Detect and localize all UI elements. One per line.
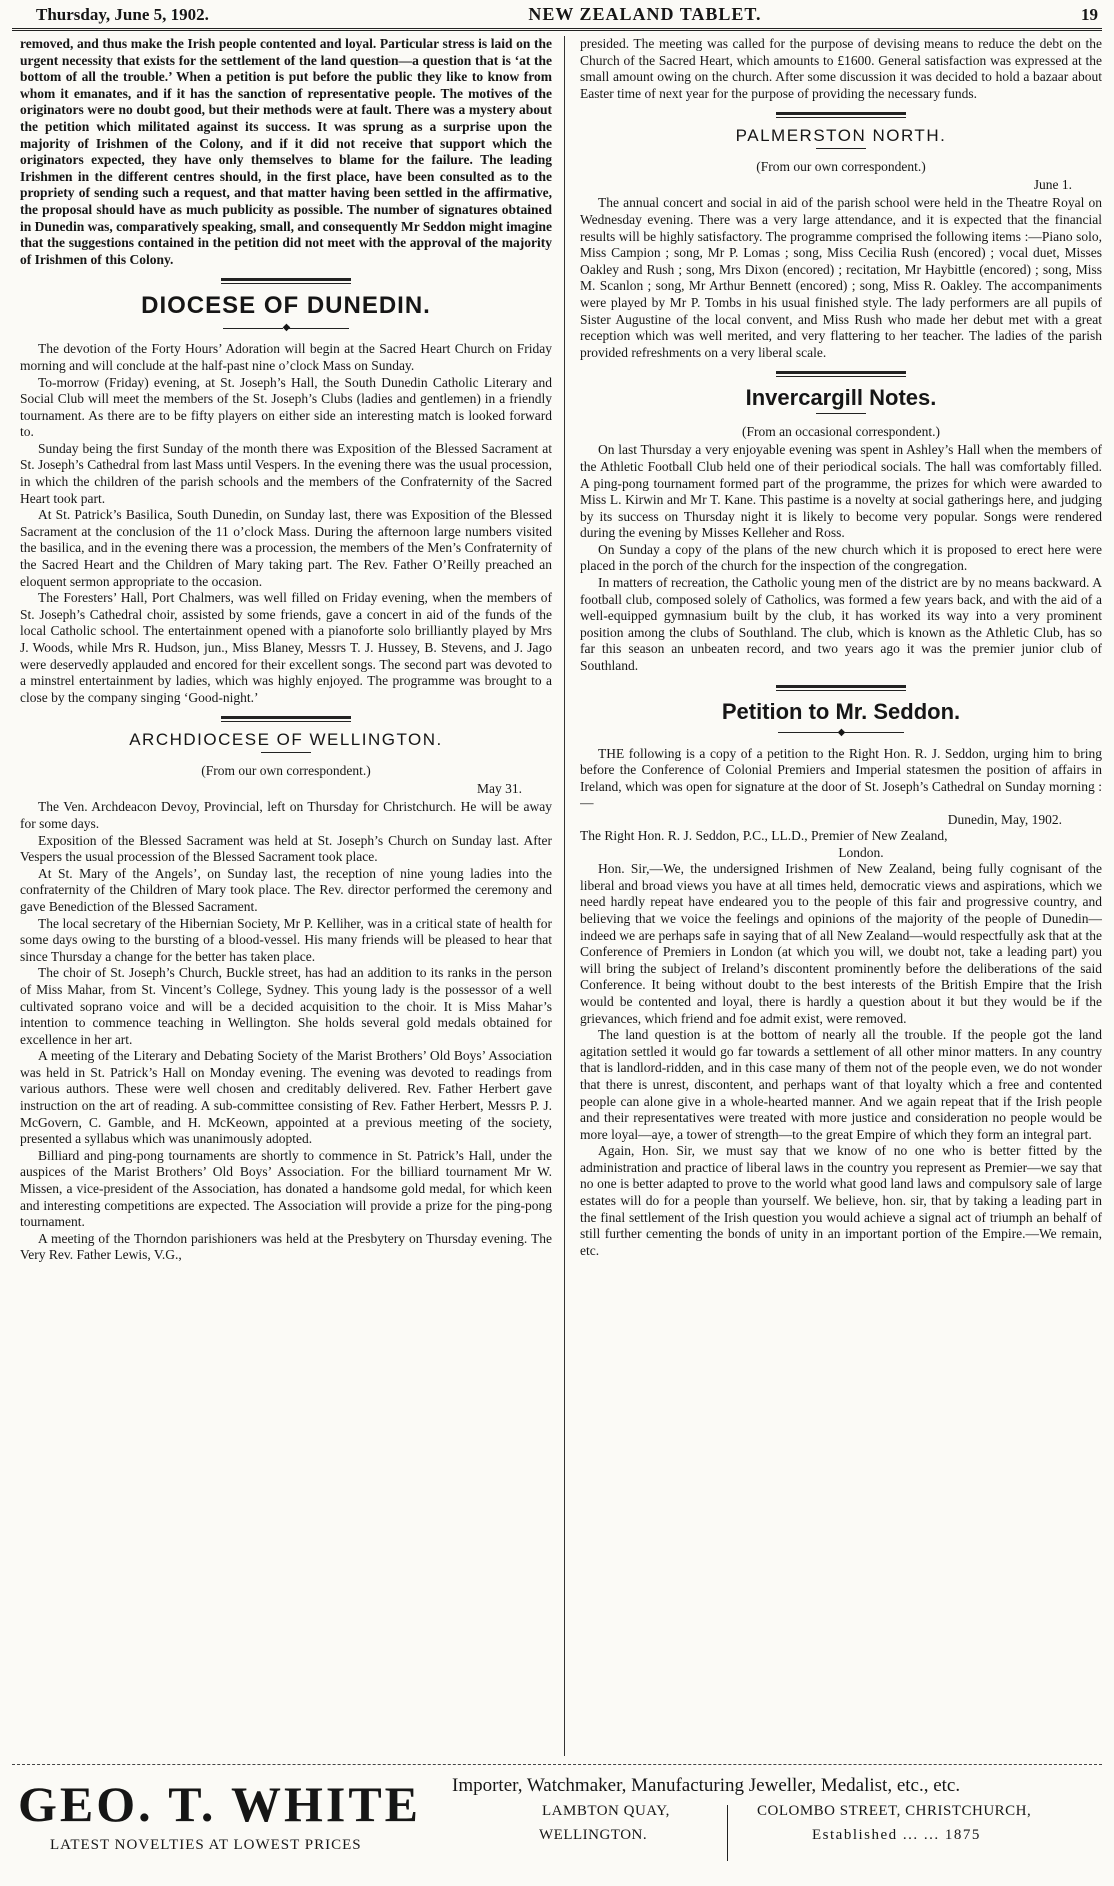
section-rule [221, 278, 351, 284]
paragraph: The land question is at the bottom of nearly all the trouble. If the people got the land agitation settled it would go far towards a settlement of all other minor matters. In any country that is landlord-ridden, and in this case many of them not of the people even, we do not wonder that there is unrest, discontent, and perhaps want of that loyalty which a free and contented people can alone give in a whole-hearted manner. And we again repeat that if the Irish people and their representatives were treated with more justice and consideration no people would be more loyal—aye, a tower of strength—to the great Empire of which they form an integral part. [580, 1027, 1102, 1142]
invercargill-article [580, 442, 1102, 674]
publication-title: NEW ZEALAND TABLET. [528, 4, 762, 24]
correspondent-line: (From our own correspondent.) [201, 763, 371, 779]
advert-established: Established ... ... 1875 [812, 1827, 981, 1843]
dateline: June 1. [1033, 177, 1072, 193]
continued-article: presided. The meeting was called for the purpose of devising means to reduce the debt on the Church of the Sacred Heart, which amounts to £1600. General satisfaction was expressed at the small amount owing on the church. After some discussion it was decided to hold a bazaar about Easter time of next year for the purpose of providing the necessary funds. [580, 36, 1102, 101]
paragraph: At St. Patrick’s Basilica, South Dunedin, on Sunday last, there was Exposition of the Blessed Sacrament at the conclusion of the 11 o’clock Mass. During the afternoon large numbers visited the basilica, and in the evening there was a procession, the members of the Men’s Confraternity of the Sacred Heart and the Children of Mary taking part. The Rev. Father O’Reilly preached an eloquent sermon appropriate to the occasion. [20, 507, 552, 589]
advert-divider [727, 1805, 728, 1861]
petition-article [580, 746, 1102, 1260]
paragraph: Exposition of the Blessed Sacrament was held at St. Joseph’s Church on Sunday last. After Vespers the usual procession of the Blessed Sacrament took place. [20, 832, 552, 865]
paragraph: Billiard and ping-pong tournaments are shortly to commence in St. Patrick’s Hall, under the auspices of the Marist Brothers’ Old Boys’ Association. For the billiard tournament Mr W. Missen, a vice-president of the Association, has donated a handsome gold medal, for which keen and interesting competitions are expected. The Association will provide a prize for the ping-pong tournament. [20, 1147, 552, 1230]
advert-address-christchurch: COLOMBO STREET, CHRISTCHURCH, [757, 1803, 1032, 1819]
petition-heading: Petition to Mr. Seddon. [721, 698, 961, 724]
heading-rule [816, 148, 866, 149]
paragraph: Sunday being the first Sunday of the month there was Exposition of the Blessed Sacrament at St. Joseph’s Cathedral from last Mass until Vespers. In the evening there was the usual procession, in which the children of the parish schools and the members of the Confraternity of the Sacred Heart took part. [20, 440, 552, 506]
section-rule [776, 112, 906, 118]
masthead [12, 4, 1102, 31]
petition-dateline: Dunedin, May, 1902. [947, 812, 1062, 827]
article-columns [12, 36, 1102, 1756]
heading-ornament: ◆ [20, 322, 552, 333]
wellington-heading: ARCHDIOCESE OF WELLINGTON. [129, 730, 443, 750]
paragraph: At St. Mary of the Angels’, on Sunday last, the reception of nine young ladies into the confraternity of the Children of Mary took place. The Rev. director performed the ceremony and gave Benediction of the Blessed Sacrament. [20, 865, 552, 914]
dateline: May 31. [477, 781, 522, 797]
newspaper-page [12, 4, 1102, 1882]
page-number: 19 [1081, 5, 1098, 24]
paragraph: Again, Hon. Sir, we must say that we know of no one who is better fitted by the administration and practice of liberal laws in the country you represent as Premier—we say that no one is better adapted to prove to the world what good land laws and compulsory sale of large estates will do for a people than yourself. We believe, hon. sir, that by taking a leading part in the final settlement of the Irish question you would achieve a signal act of triumph an behalf of still further cementing the bonds of unity in an important portion of the Empire.—We remain, etc. [580, 1143, 1102, 1258]
wellington-article [20, 799, 552, 1264]
issue-date: Thursday, June 5, 1902. [36, 5, 209, 24]
continued-article: removed, and thus make the Irish people contented and loyal. Particular stress is laid on the urgent necessity that exists for the settlement of the land question—a question that is ‘at the bottom of all the trouble.’ When a petition is put before the public they like to know from whom it emanates, and if it has the sanction of representative people. The motives of the originators were no doubt good, but their methods were at fault. There was a mystery about the petition which militated against its success. It was sprung as a surprise upon the majority of Irishmen of the Colony, and if it did not receive that support which the originators expected, they have only themselves to blame for the failure. The leading Irishmen in the different centres should, in the first place, have been consulted as to the propriety of sending such a request, and that matter having been settled in the affirmative, the proposal should have as much publicity as possible. The number of signatures obtained in Dunedin was, comparatively speaking, small, and consequently Mr Seddon might imagine that the suggestions contained in the petition did not meet with the approval of the majority of Irishmen of this Colony. [20, 36, 552, 267]
paragraph: The devotion of the Forty Hours’ Adoration will begin at the Sacred Heart Church on Friday morning and will conclude at the half-past nine o’clock Mass on Sunday. [20, 341, 552, 373]
paragraph: The Foresters’ Hall, Port Chalmers, was well filled on Friday evening, when the members of St. Joseph’s Cathedral choir, assisted by some friends, gave a concert in aid of the funds of the local Catholic school. The entertainment opened with a pianoforte solo brilliantly played by Mrs J. Woods, while Mrs R. Hudson, jun., Miss Blaney, Messrs T. J. Hussey, B. Stevens, and J. Jago were deservedly applauded and encored for their excellent songs. The second part was devoted to a minstrel entertainment by ladies, which was highly enjoyed. The programme was brought to a close by the company singing ‘Good-night.’ [20, 590, 552, 705]
paragraph: The local secretary of the Hibernian Society, Mr P. Kelliher, was in a critical state of health for some days owing to the bursting of a blood-vessel. His many friends will be pleased to hear that since Thursday a change for the better has taken place. [20, 915, 552, 964]
column-divider [564, 36, 565, 1756]
heading-rule [816, 413, 866, 414]
advert-name: GEO. T. WHITE [18, 1776, 422, 1832]
advert-city-wellington: WELLINGTON. [539, 1827, 648, 1843]
addressee-line: The Right Hon. R. J. Seddon, P.C., LL.D., Premier of New Zealand, [580, 828, 948, 843]
paragraph: In matters of recreation, the Catholic young men of the district are by no means backward. A football club, composed solely of Catholics, was formed a few years back, and with the aid of a well-equipped gymnasium built by the club, it has worked its way into a very prominent position among the clubs of Southland. The club, which is known as the Athletic Club, has so far this season an unbeaten record, and two years ago it was the premier junior club of Southland. [580, 575, 1102, 674]
paragraph: A meeting of the Thorndon parishioners was held at the Presbytery on Thursday evening. The Very Rev. Father Lewis, V.G., [20, 1230, 552, 1263]
addressee-place: London. [838, 844, 884, 860]
correspondent-line: (From our own correspondent.) [756, 159, 926, 175]
invercargill-heading: Invercargill Notes. [745, 385, 937, 411]
advert-address-wellington: LAMBTON QUAY, [542, 1803, 670, 1819]
advert-description: Importer, Watchmaker, Manufacturing Jeweller, Medalist, etc., etc. [452, 1775, 961, 1796]
palmerston-heading: PALMERSTON NORTH. [735, 126, 947, 146]
palmerston-article: The annual concert and social in aid of the parish school were held in the Theatre Royal on Wednesday evening. There was a very large attendance, and it is expected that the financial results will be highly satisfactory. The programme comprised the following items :—Piano solo, Miss Campion ; song, Mr P. Lomas ; song, Miss Cecilia Rush (encored) ; vocal duet, Misses Oakley and Rush ; song, Mrs Dixon (encored) ; recitation, Mr Haybittle (encored) ; song, Miss M. Scanlon ; song, Mr Arthur Bennett (encored) ; song, Miss R. Oakley. The accompaniments were played by Mr P. Tombs in his usual finished style. The lady performers are all pupils of Sister Augustine of the local convent, and Miss Rush who made her debut met with a great reception which was well merited, and very flattering to her teacher. The ladies of the parish provided refreshments on a very liberal scale. [580, 195, 1102, 360]
paragraph: THE following is a copy of a petition to the Right Hon. R. J. Seddon, urging him to bring before the Conference of Colonial Premiers and Imperial statesmen the position of affairs in Ireland, which was open for signature at the door of St. Joseph’s Cathedral on Sunday morning :— [580, 745, 1102, 811]
petition-addressee [580, 828, 1102, 861]
heading-rule [261, 752, 311, 753]
paragraph: The Ven. Archdeacon Devoy, Provincial, left on Thursday for Christchurch. He will be away for some days. [20, 799, 552, 831]
paragraph: On Sunday a copy of the plans of the new church which it is proposed to erect here were placed in the porch of the church for the inspection of the congregation. [580, 541, 1102, 574]
paragraph: Hon. Sir,—We, the undersigned Irishmen of New Zealand, being fully cognisant of the liberal and broad views you have at all times held, democratic views and aspirations, which we need hardly repeat have endeared you to the people of this fair and progressive country, and believing that we voice the feelings and opinions of the majority of the people of Dunedin—indeed we are perhaps safe in saying that of all New Zealand—would respectfully ask that at the Conference of Premiers in London (at which you will, we doubt not, take a leading part) you will bring the subject of Ireland’s discontent prominently before the deliberations of the said Conference. It being without doubt to the best interests of the British Empire that the Irish would be contented and loyal, there is hardly a question about it but they would be if the grievances, which friend and foe admit exist, were removed. [580, 861, 1102, 1026]
section-rule [776, 371, 906, 377]
dunedin-article [20, 341, 552, 706]
correspondent-line: (From an occasional correspondent.) [742, 424, 940, 440]
paragraph: The choir of St. Joseph’s Church, Buckle street, has had an addition to its ranks in the person of Miss Mahar, from St. Vincent’s College, Sydney. This young lady is the possessor of a well cultivated soprano voice and will be a decided acquisition to the choir. It is Miss Mahar’s intention to commence teaching in Wellington. She holds several gold medals obtained for excellence in her art. [20, 965, 552, 1047]
section-rule [776, 685, 906, 691]
section-rule [221, 716, 351, 722]
paragraph: A meeting of the Literary and Debating Society of the Marist Brothers’ Old Boys’ Association was held in St. Patrick’s Hall on Monday evening. The evening was devoted to readings from various authors. These were well chosen and creditably delivered. Rev. Father Herbert gave instruction on the art of reading. A sub-committee consisting of Rev. Father Herbert, Messrs P. J. McGovern, C. Gamble, and H. McKeown, appointed at a previous meeting of the society, presented a syllabus which was unanimously adopted. [20, 1048, 552, 1147]
heading-ornament: ◆ [580, 727, 1102, 738]
right-column [580, 36, 1102, 1756]
paragraph: To-morrow (Friday) evening, at St. Joseph’s Hall, the South Dunedin Catholic Literary and Social Club will meet the members of the St. Joseph’s Clubs (ladies and gentlemen) in a friendly tournament. As there are to be fifty players on either side an interesting match is looked forward to. [20, 374, 552, 440]
left-column [20, 36, 552, 1756]
advert-tagline: LATEST NOVELTIES AT LOWEST PRICES [50, 1837, 362, 1853]
paragraph: On last Thursday a very enjoyable evening was spent in Ashley’s Hall when the members of the Athletic Football Club held one of their periodical socials. The hall was comfortably filled. A ping-pong tournament formed part of the programme, the prizes for which were awarded to Miss L. Kirwin and Mr T. Kane. This pastime is a novelty at social gatherings here, and judging by its success on Thursday night it is likely to become very popular. Songs were rendered during the evening by Misses Kelleher and Ross. [580, 442, 1102, 541]
dunedin-heading: DIOCESE OF DUNEDIN. [141, 292, 431, 320]
advertisement [12, 1764, 1102, 1877]
